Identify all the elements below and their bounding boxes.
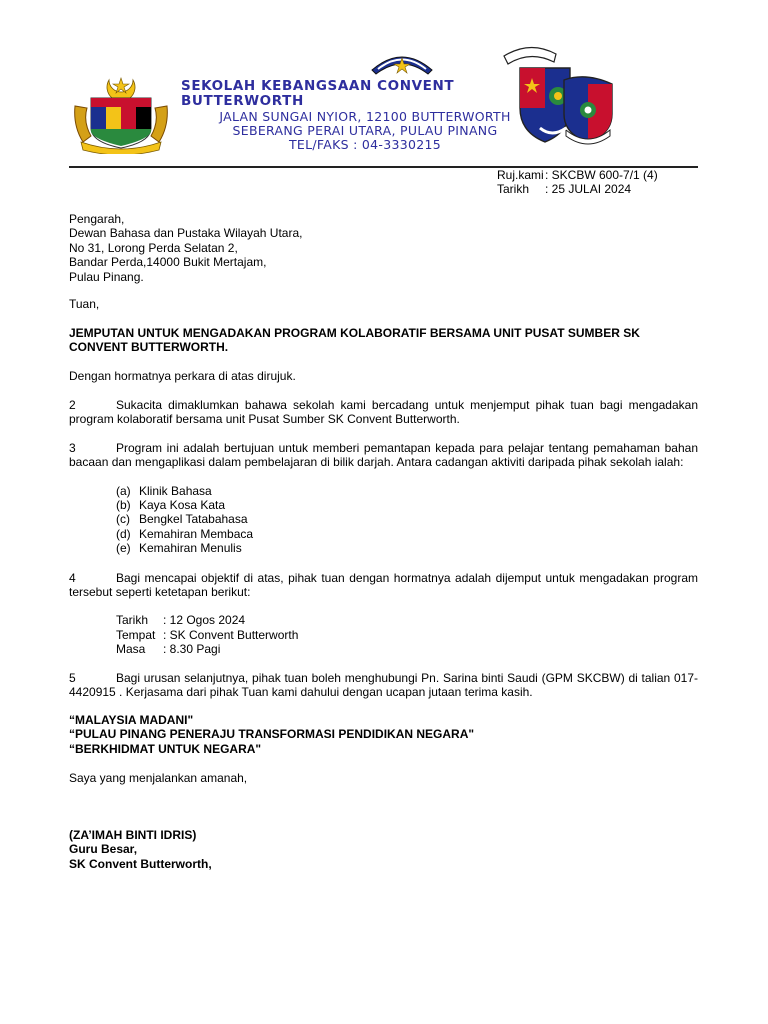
list-item — [116, 512, 248, 526]
list-marker: (a) — [116, 484, 131, 498]
detail-value: : 8.30 Pagi — [163, 642, 221, 656]
national-crest-logo — [71, 76, 171, 154]
detail-key: Tarikh — [116, 613, 149, 627]
list-item — [116, 541, 242, 555]
list-label: Kaya Kosa Kata — [139, 498, 226, 512]
signature-block — [69, 828, 698, 871]
detail-value: : 12 Ogos 2024 — [163, 613, 246, 627]
ref-value: : SKCBW 600-7/1 (4) — [545, 168, 658, 182]
recipient-line: Pengarah, — [69, 212, 125, 226]
salutation: Tuan, — [69, 297, 100, 311]
list-marker: (e) — [116, 541, 131, 555]
list-label: Bengkel Tatabahasa — [139, 512, 248, 526]
phone-fax: TEL/FAKS : 04-3330215 — [289, 137, 441, 152]
signatory-title: Guru Besar, — [69, 842, 138, 857]
detail-row — [116, 613, 245, 627]
list-item — [116, 484, 212, 498]
slogan-line: “BERKHIDMAT UNTUK NEGARA" — [69, 741, 262, 756]
paragraph-text: Sukacita dimaklumkan bahawa sekolah kami bercadang untuk menjemput pihak tuan bagi mengadakan program kolaboratif bersama unit Pusat Sumber SK Convent Butterworth. — [69, 398, 698, 427]
paragraph-text: Program ini adalah bertujuan untuk memberi pemantapan kepada para pelajar tentang pemahaman bahan bacaan dan mengaplikasi dalam pembelajaran di bilik darjah. Antara cadangan aktiviti daripada pihak sekolah ialah: — [69, 441, 698, 470]
signatory-name: (ZA’IMAH BINTI IDRIS) — [69, 828, 197, 842]
list-marker: (b) — [116, 498, 131, 512]
paragraph-3 — [69, 441, 698, 470]
list-item — [116, 527, 253, 541]
detail-row — [116, 642, 220, 656]
reference-date — [497, 182, 631, 196]
paragraph-number: 3 — [69, 441, 76, 455]
list-label: Klinik Bahasa — [139, 484, 212, 498]
ref-label: Ruj.kami — [497, 168, 544, 182]
paragraph-number: 5 — [69, 671, 76, 685]
paragraph-number: 4 — [69, 571, 76, 585]
reference-number — [497, 168, 658, 182]
recipient-line: Bandar Perda,14000 Bukit Mertajam, — [69, 255, 267, 270]
list-label: Kemahiran Membaca — [139, 527, 254, 541]
address-line-2: SEBERANG PERAI UTARA, PULAU PINANG — [232, 123, 498, 138]
list-item — [116, 498, 225, 512]
detail-key: Masa — [116, 642, 146, 656]
list-label: Kemahiran Menulis — [139, 541, 242, 555]
school-badge-logo — [370, 48, 434, 76]
recipient-line: Dewan Bahasa dan Pustaka Wilayah Utara, — [69, 226, 303, 241]
detail-row — [116, 628, 298, 642]
slogan-line: “PULAU PINANG PENERAJU TRANSFORMASI PENDIDIKAN NEGARA" — [69, 727, 475, 742]
date-label: Tarikh — [497, 182, 530, 196]
address-line-1: JALAN SUNGAI NYIOR, 12100 BUTTERWORTH — [219, 109, 511, 124]
list-marker: (c) — [116, 512, 130, 526]
slogan-line: “MALAYSIA MADANI" — [69, 713, 194, 727]
slogans — [69, 713, 698, 756]
detail-value: : SK Convent Butterworth — [163, 628, 299, 642]
closing-line: Saya yang menjalankan amanah, — [69, 771, 248, 785]
school-name: SEKOLAH KEBANGSAAN CONVENT BUTTERWORTH — [181, 78, 455, 109]
list-marker: (d) — [116, 527, 131, 541]
detail-key: Tempat — [116, 628, 156, 642]
paragraph-4 — [69, 571, 698, 600]
paragraph-5 — [69, 671, 698, 700]
paragraph-text: Bagi urusan selanjutnya, pihak tuan boleh menghubungi Pn. Sarina binti Saudi (GPM SKCBW) di talian 017-4420915 . Kerjasama dari pihak Tuan kami dahului dengan ucapan jutaan terima kasih. — [69, 671, 698, 700]
subject-heading: JEMPUTAN UNTUK MENGADAKAN PROGRAM KOLABORATIF BERSAMA UNIT PUSAT SUMBER SK CONVENT BUTTERWORTH. — [69, 326, 640, 355]
recipient-line: Pulau Pinang. — [69, 269, 144, 284]
paragraph-2 — [69, 398, 698, 427]
paragraph-number: 2 — [69, 398, 76, 412]
school-crest-logo — [500, 44, 620, 146]
paragraph-text: Bagi mencapai objektif di atas, pihak tuan dengan hormatnya adalah dijemput untuk mengadakan program tersebut seperti ketetapan berikut: — [69, 571, 698, 600]
recipient-address — [69, 212, 698, 284]
date-value: : 25 JULAI 2024 — [545, 182, 632, 196]
opening-line: Dengan hormatnya perkara di atas dirujuk. — [69, 369, 296, 383]
signatory-organization: SK Convent Butterworth, — [69, 856, 212, 871]
recipient-line: No 31, Lorong Perda Selatan 2, — [69, 240, 238, 255]
